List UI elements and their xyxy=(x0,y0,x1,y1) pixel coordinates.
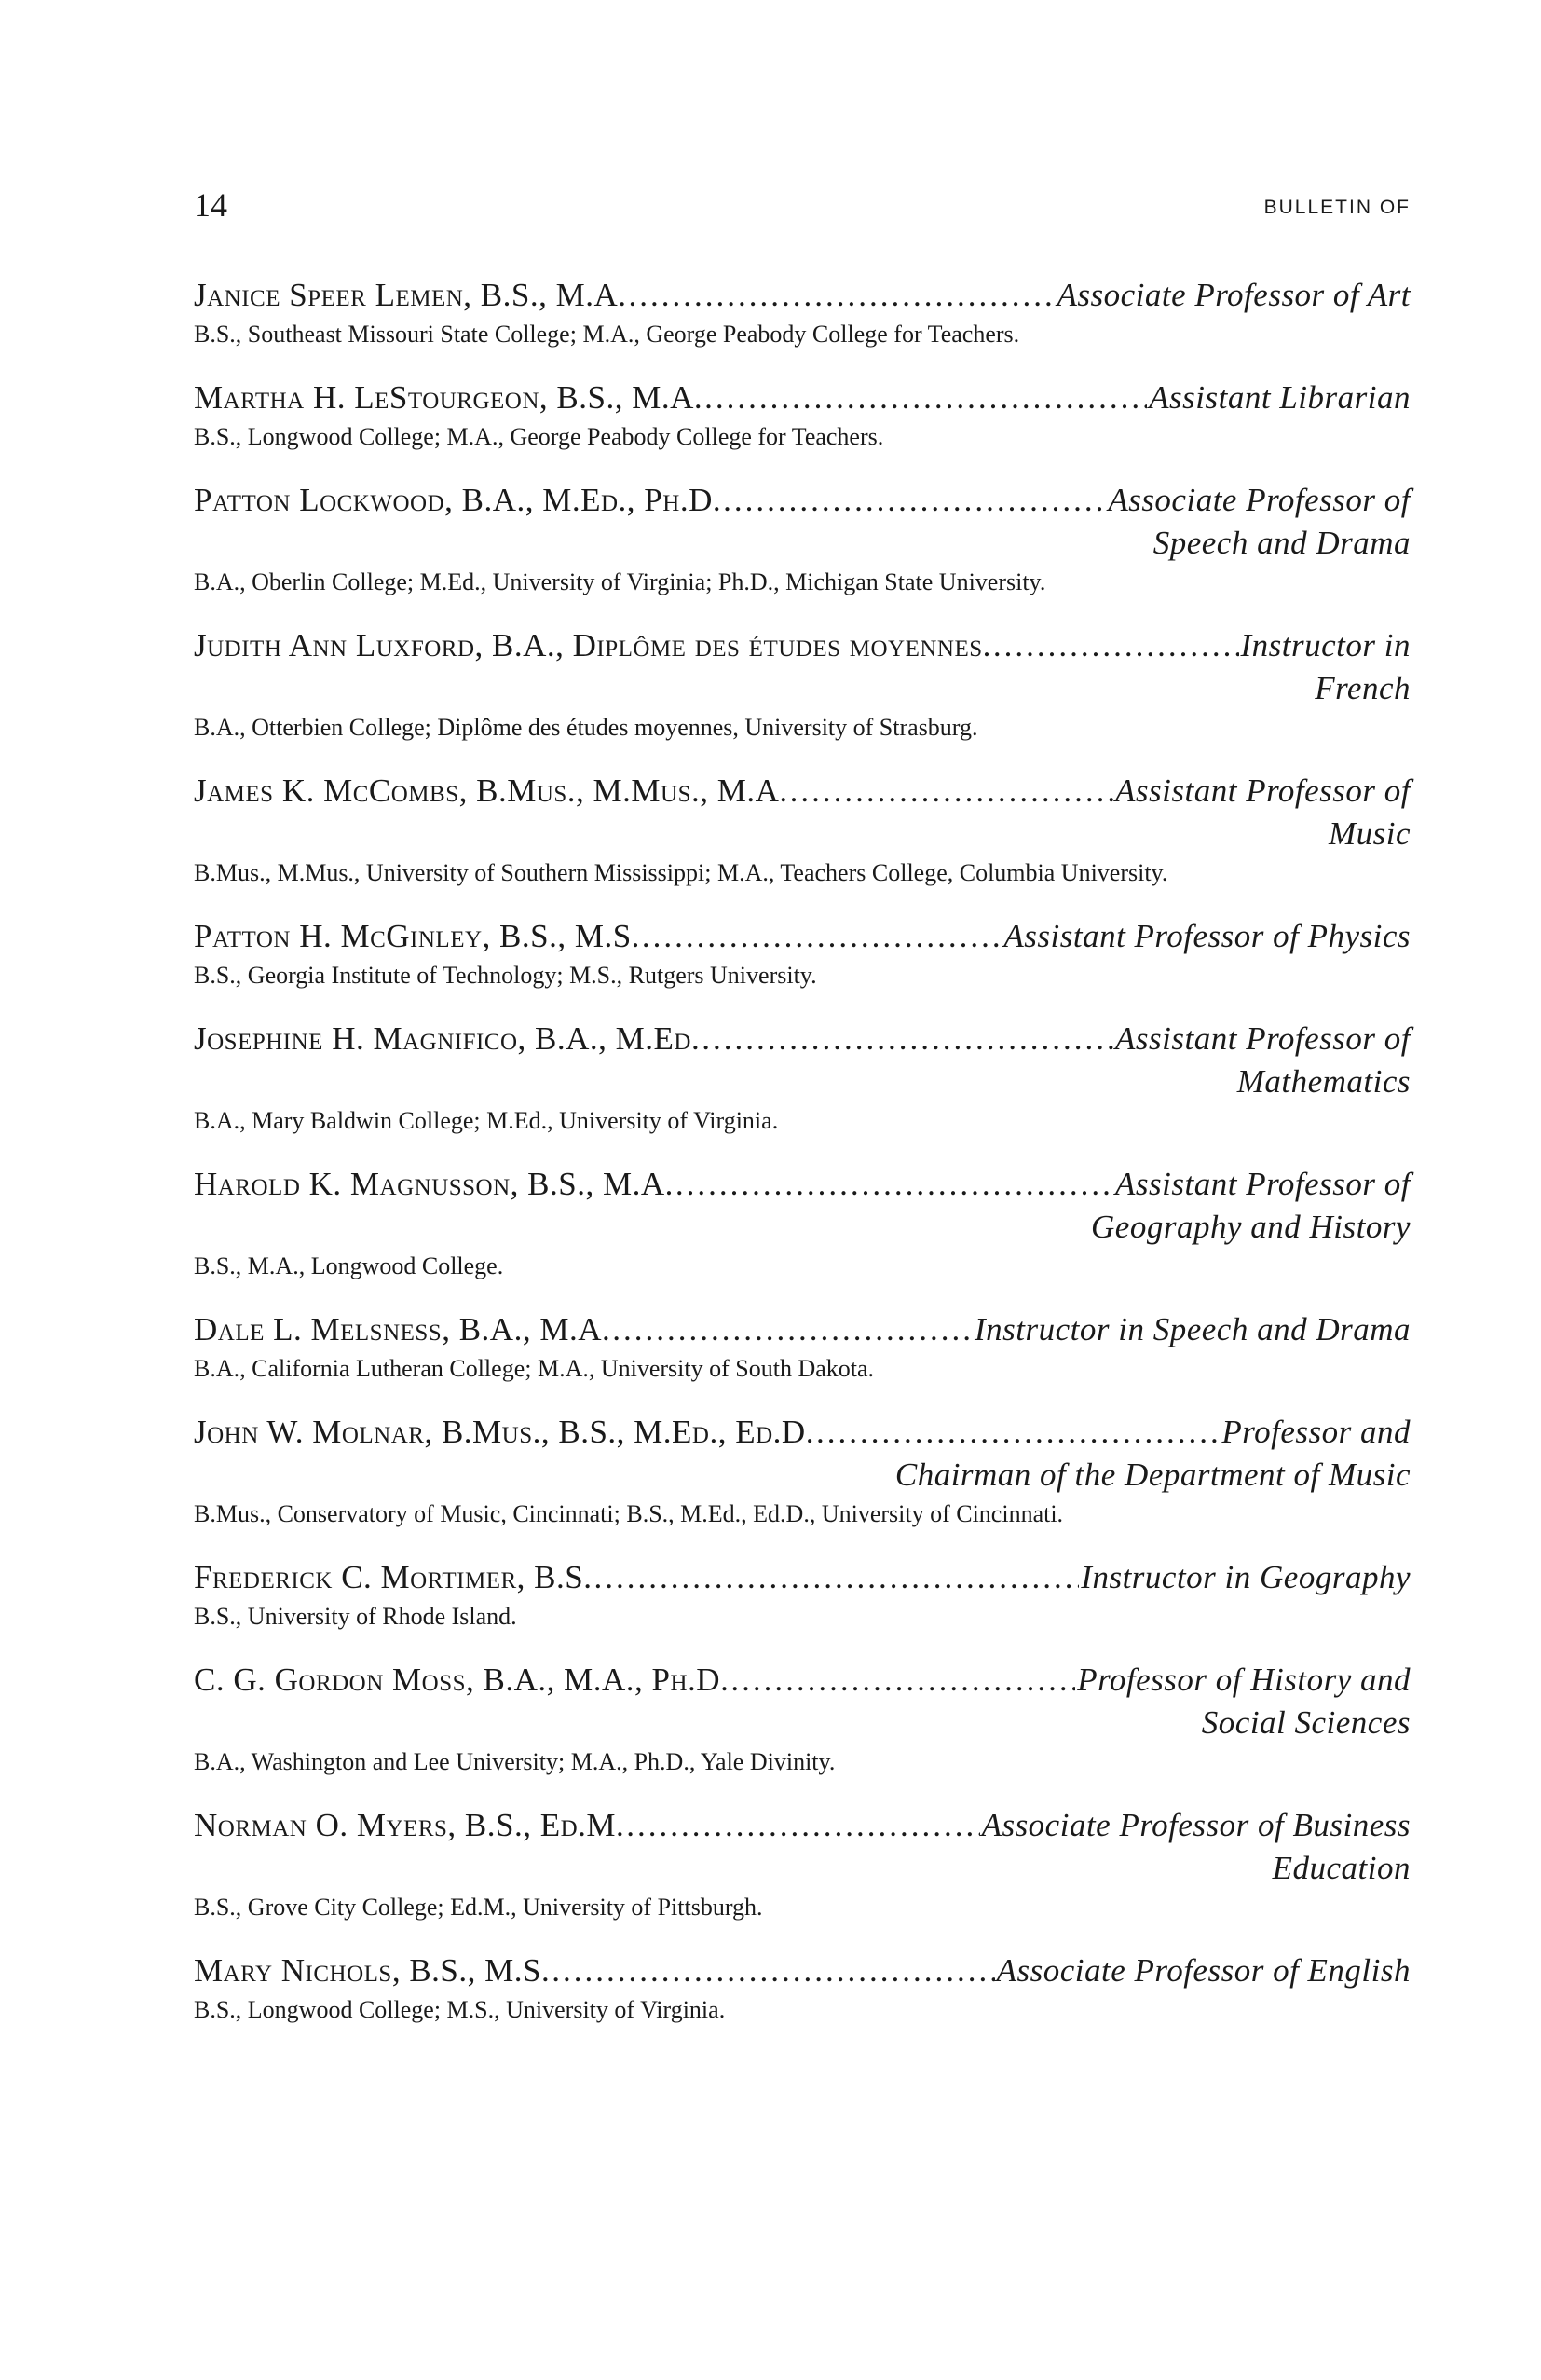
faculty-entry xyxy=(194,376,1411,451)
dot-leader xyxy=(675,1163,1113,1206)
faculty-title: Assistant Professor of xyxy=(1115,773,1411,809)
faculty-entry-heading xyxy=(194,1308,1411,1351)
faculty-degrees: B.Mus., M.Mus., University of Southern Mississippi; M.A., Teachers College, Columbia University. xyxy=(194,859,1168,886)
faculty-degrees: B.S., University of Rhode Island. xyxy=(194,1603,517,1630)
faculty-entry-heading xyxy=(194,1556,1411,1599)
faculty-degrees: B.A., Washington and Lee University; M.A., Ph.D., Yale Divinity. xyxy=(194,1748,836,1775)
faculty-entry xyxy=(194,1659,1411,1776)
faculty-entry-heading xyxy=(194,1804,1411,1847)
faculty-degrees: B.A., Otterbien College; Diplôme des études moyennes, University of Strasburg. xyxy=(194,714,978,741)
dot-leader xyxy=(723,479,1106,522)
faculty-title: Assistant Librarian xyxy=(1149,379,1411,416)
faculty-entry-heading xyxy=(194,1018,1411,1060)
faculty-name: Dale L. Melsness, B.A., M.A. xyxy=(194,1311,611,1347)
faculty-degrees: B.A., Oberlin College; M.Ed., University of Virginia; Ph.D., Michigan State University. xyxy=(194,568,1046,595)
dot-leader xyxy=(790,770,1113,813)
faculty-title: Associate Professor of xyxy=(1108,482,1411,518)
page-number: 14 xyxy=(194,186,227,224)
faculty-title: Assistant Professor of xyxy=(1115,1020,1411,1057)
dot-leader xyxy=(704,376,1147,419)
faculty-entry xyxy=(194,915,1411,990)
faculty-entry-heading xyxy=(194,479,1411,522)
faculty-title-continued: Geography and History xyxy=(1091,1209,1411,1245)
dot-leader xyxy=(993,624,1239,667)
faculty-title-continued: Music xyxy=(1328,815,1411,852)
faculty-title-continued: Mathematics xyxy=(1236,1063,1411,1100)
faculty-degrees: B.S., Longwood College; M.A., George Peabody College for Teachers. xyxy=(194,423,884,450)
faculty-entry-heading xyxy=(194,376,1411,419)
faculty-title-continued: Speech and Drama xyxy=(1152,525,1411,561)
faculty-entry xyxy=(194,274,1411,349)
faculty-name: Patton Lockwood, B.A., M.Ed., Ph.D. xyxy=(194,482,722,518)
faculty-entry-heading xyxy=(194,1163,1411,1206)
faculty-title-continued: Social Sciences xyxy=(1201,1704,1411,1741)
faculty-name: Judith Ann Luxford, B.A., Diplôme des études moyennes. xyxy=(194,627,991,663)
faculty-degrees: B.S., Longwood College; M.S., University of Virginia. xyxy=(194,1996,726,2023)
faculty-entry xyxy=(194,1018,1411,1135)
faculty-name: Patton H. McGinley, B.S., M.S. xyxy=(194,918,640,954)
faculty-title: Professor of History and xyxy=(1077,1662,1411,1698)
faculty-entry-heading xyxy=(194,1411,1411,1454)
faculty-name: Norman O. Myers, B.S., Ed.M. xyxy=(194,1807,625,1843)
faculty-title: Associate Professor of Business xyxy=(981,1807,1411,1843)
page-header xyxy=(194,186,1411,242)
faculty-entry-heading xyxy=(194,1949,1411,1992)
dot-leader xyxy=(594,1556,1080,1599)
dot-leader xyxy=(626,1804,979,1847)
dot-leader xyxy=(702,1018,1113,1060)
faculty-entry xyxy=(194,1949,1411,2024)
faculty-title: Associate Professor of English xyxy=(996,1952,1411,1989)
faculty-title: Associate Professor of Art xyxy=(1057,277,1411,313)
dot-leader xyxy=(552,1949,994,1992)
faculty-name: James K. McCombs, B.Mus., M.Mus., M.A. xyxy=(194,773,788,809)
faculty-entry xyxy=(194,770,1411,887)
faculty-degrees: B.S., Georgia Institute of Technology; M.S., Rutgers University. xyxy=(194,962,817,989)
faculty-title-continued: Education xyxy=(1272,1850,1411,1886)
faculty-title: Professor and xyxy=(1221,1414,1411,1450)
faculty-name: Mary Nichols, B.S., M.S. xyxy=(194,1952,551,1989)
faculty-name: Frederick C. Mortimer, B.S. xyxy=(194,1559,593,1595)
faculty-degrees: B.S., Grove City College; Ed.M., University of Pittsburgh. xyxy=(194,1894,763,1921)
faculty-degrees: B.A., Mary Baldwin College; M.Ed., University of Virginia. xyxy=(194,1107,779,1134)
faculty-entry-heading xyxy=(194,274,1411,317)
dot-leader xyxy=(629,274,1056,317)
faculty-degrees: B.Mus., Conservatory of Music, Cincinnati; B.S., M.Ed., Ed.D., University of Cincinnati. xyxy=(194,1500,1064,1527)
faculty-name: John W. Molnar, B.Mus., B.S., M.Ed., Ed.D. xyxy=(194,1414,814,1450)
faculty-title: Assistant Professor of xyxy=(1115,1166,1411,1202)
bulletin-page xyxy=(194,186,1411,2052)
faculty-name: Janice Speer Lemen, B.S., M.A. xyxy=(194,277,627,313)
faculty-degrees: B.S., Southeast Missouri State College; M.A., George Peabody College for Teachers. xyxy=(194,321,1020,348)
faculty-entry xyxy=(194,1556,1411,1631)
faculty-entry xyxy=(194,1411,1411,1528)
faculty-title-continued: French xyxy=(1315,670,1411,706)
faculty-degrees: B.S., M.A., Longwood College. xyxy=(194,1252,504,1279)
faculty-title: Instructor in Speech and Drama xyxy=(974,1311,1411,1347)
faculty-entry xyxy=(194,1804,1411,1922)
faculty-name: C. G. Gordon Moss, B.A., M.A., Ph.D. xyxy=(194,1662,730,1698)
faculty-name: Josephine H. Magnifico, B.A., M.Ed. xyxy=(194,1020,701,1057)
dot-leader xyxy=(730,1659,1075,1702)
faculty-title: Assistant Professor of Physics xyxy=(1003,918,1411,954)
faculty-entry-heading xyxy=(194,770,1411,813)
faculty-name: Martha H. LeStourgeon, B.S., M.A. xyxy=(194,379,703,416)
faculty-entry xyxy=(194,1308,1411,1383)
dot-leader xyxy=(816,1411,1220,1454)
faculty-title-continued: Chairman of the Department of Music xyxy=(894,1457,1411,1493)
faculty-name: Harold K. Magnusson, B.S., M.A. xyxy=(194,1166,674,1202)
faculty-entry-heading xyxy=(194,915,1411,958)
faculty-entry-heading xyxy=(194,624,1411,667)
faculty-title: Instructor in xyxy=(1240,627,1411,663)
dot-leader xyxy=(612,1308,973,1351)
faculty-entry-heading xyxy=(194,1659,1411,1702)
faculty-entry xyxy=(194,479,1411,596)
faculty-list xyxy=(194,274,1411,2024)
faculty-title: Instructor in Geography xyxy=(1081,1559,1411,1595)
faculty-entry xyxy=(194,624,1411,742)
faculty-degrees: B.A., California Lutheran College; M.A., University of South Dakota. xyxy=(194,1355,875,1382)
dot-leader xyxy=(642,915,1002,958)
faculty-entry xyxy=(194,1163,1411,1280)
running-head: BULLETIN OF xyxy=(1263,197,1411,218)
